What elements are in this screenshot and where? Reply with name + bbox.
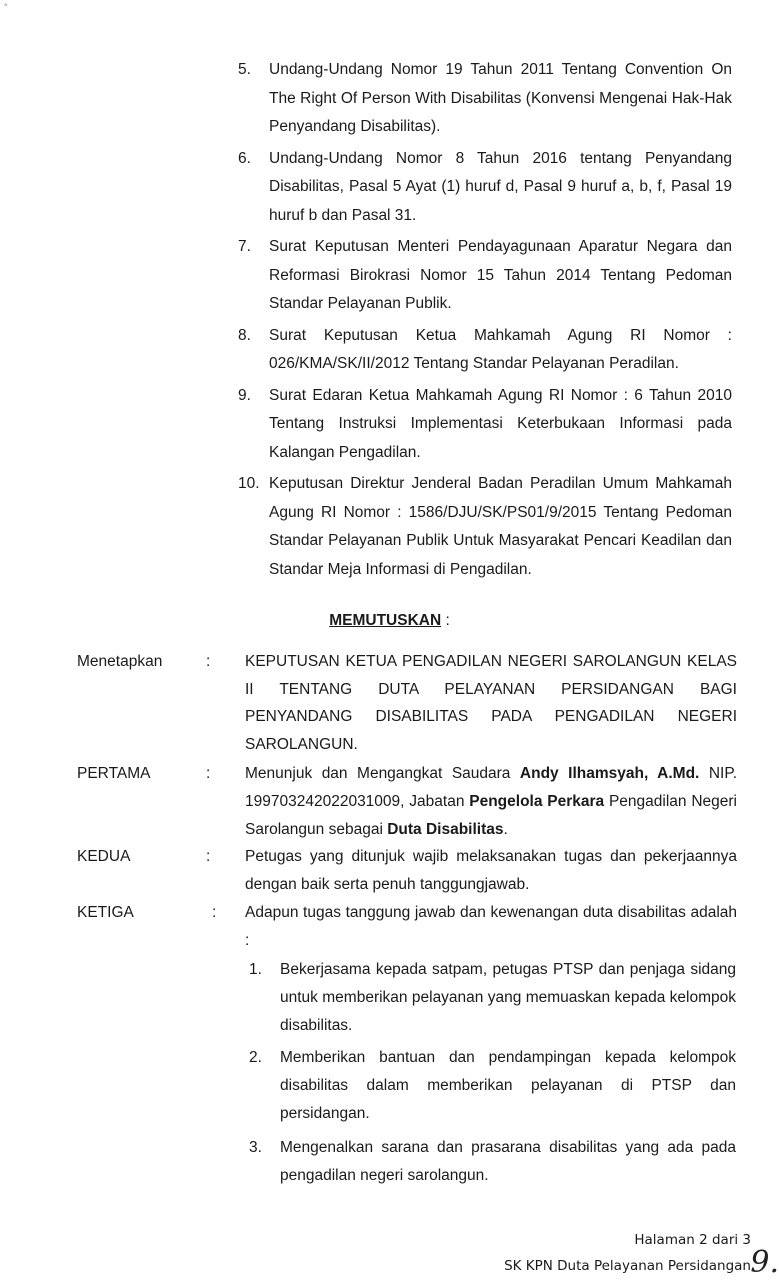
list-item (249, 1044, 736, 1128)
list-item-text: Bekerjasama kepada satpam, petugas PTSP dan penjaga sidang untuk memberikan pelayanan yang memuaskan kepada kelompok disabilitas. (280, 961, 736, 1034)
list-item-text: Undang-Undang Nomor 19 Tahun 2011 Tentang Convention On The Right Of Person With Disabilitas (Konvensi Mengenai Hak-Hak Penyandang Disabilitas). (269, 61, 732, 135)
list-item-number: 5. (238, 61, 251, 78)
footer-page-number: Halaman 2 dari 3 (634, 1232, 751, 1248)
row-body: KEPUTUSAN KETUA PENGADILAN NEGERI SAROLANGUN KELAS II TENTANG DUTA PELAYANAN PERSIDANGAN BAGI PENYANDANG DISABILITAS PADA PENGADILAN NEGERI SAROLANGUN. (245, 653, 737, 753)
list-item-number: 6. (238, 149, 251, 167)
row-body (245, 760, 737, 844)
row-colon: : (206, 848, 211, 865)
position-title: Pengelola Perkara (469, 793, 605, 810)
list-item (238, 56, 732, 142)
list-item (238, 382, 732, 468)
decision-row-pertama (77, 760, 737, 844)
role-title: Duta Disabilitas (387, 821, 504, 838)
handwritten-initial: 9. (750, 1245, 779, 1280)
row-body: Petugas yang ditunjuk wajib melaksanakan tugas dan pekerjaannya dengan baik serta penuh tanggungjawab. (245, 848, 737, 893)
decision-heading-title: MEMUTUSKAN (329, 612, 442, 629)
duties-list (249, 956, 736, 1190)
list-item (238, 470, 732, 584)
body-text: Menunjuk dan Mengangkat Saudara (245, 765, 520, 782)
list-item-text: Memberikan bantuan dan pendampingan kepada kelompok disabilitas dalam memberikan pelayanan di PTSP dan persidangan. (280, 1049, 736, 1122)
list-item-text: Surat Keputusan Ketua Mahkamah Agung RI Nomor : 026/KMA/SK/II/2012 Tentang Standar Pelayanan Peradilan. (269, 326, 732, 372)
decision-row-menetapkan (77, 648, 737, 758)
decision-row-kedua (77, 843, 737, 899)
list-item (249, 1134, 736, 1190)
row-body: Adapun tugas tanggung jawab dan kewenangan duta disabilitas adalah : (245, 904, 737, 949)
considerations-list (238, 56, 732, 584)
list-item (238, 322, 732, 379)
list-item-number: 3. (249, 1139, 262, 1156)
list-item-number: 1. (249, 961, 262, 978)
row-label: PERTAMA (77, 765, 151, 782)
list-item (238, 233, 732, 319)
row-colon: : (206, 653, 211, 670)
row-label: KETIGA (77, 904, 134, 921)
appointee-name: Andy Ilhamsyah, A.Md. (519, 765, 700, 782)
list-item (238, 145, 732, 231)
list-item-text: Surat Edaran Ketua Mahkamah Agung RI Nomor : 6 Tahun 2010 Tentang Instruksi Implementasi Keterbukaan Informasi pada Kalangan Pengadilan. (269, 386, 732, 461)
body-text: Pengadilan Negeri Sarolangun sebagai (245, 793, 737, 838)
row-colon: : (206, 765, 211, 782)
list-item-number: 2. (249, 1049, 262, 1066)
decision-heading (0, 609, 779, 633)
list-item-number: 9. (238, 386, 251, 404)
body-text: NIP. 199703242022031009, Jabatan (245, 765, 738, 810)
list-item-text: Mengenalkan sarana dan prasarana disabilitas yang ada pada pengadilan negeri sarolangun. (280, 1139, 736, 1184)
scan-corner-mark: ° (4, 2, 8, 12)
list-item-number: 10. (238, 475, 260, 492)
footer-document-title: SK KPN Duta Pelayanan Persidangan (504, 1258, 751, 1274)
body-text: . (503, 821, 508, 838)
list-item-number: 8. (238, 326, 251, 344)
row-label: KEDUA (77, 848, 131, 865)
list-item-text: Undang-Undang Nomor 8 Tahun 2016 tentang Penyandang Disabilitas, Pasal 5 Ayat (1) huruf d, Pasal 9 huruf a, b, f, Pasal 19 huruf b dan Pasal 31. (269, 149, 732, 224)
list-item-text: Surat Keputusan Menteri Pendayagunaan Aparatur Negara dan Reformasi Birokrasi Nomor 15 Tahun 2014 Tentang Pedoman Standar Pelayanan Publik. (269, 238, 732, 312)
decision-heading-colon: : (441, 612, 450, 629)
list-item-text: Keputusan Direktur Jenderal Badan Peradilan Umum Mahkamah Agung RI Nomor : 1586/DJU/SK/PS01/9/2015 Tentang Pedoman Standar Pelayanan Publik Untuk Masyarakat Pencari Keadilan dan Standar Meja Informasi di Pengadilan. (269, 475, 732, 578)
row-label: Menetapkan (77, 653, 163, 670)
list-item (249, 956, 736, 1040)
list-item-number: 7. (238, 238, 251, 255)
row-colon: : (212, 904, 217, 921)
decision-row-ketiga (77, 899, 737, 955)
